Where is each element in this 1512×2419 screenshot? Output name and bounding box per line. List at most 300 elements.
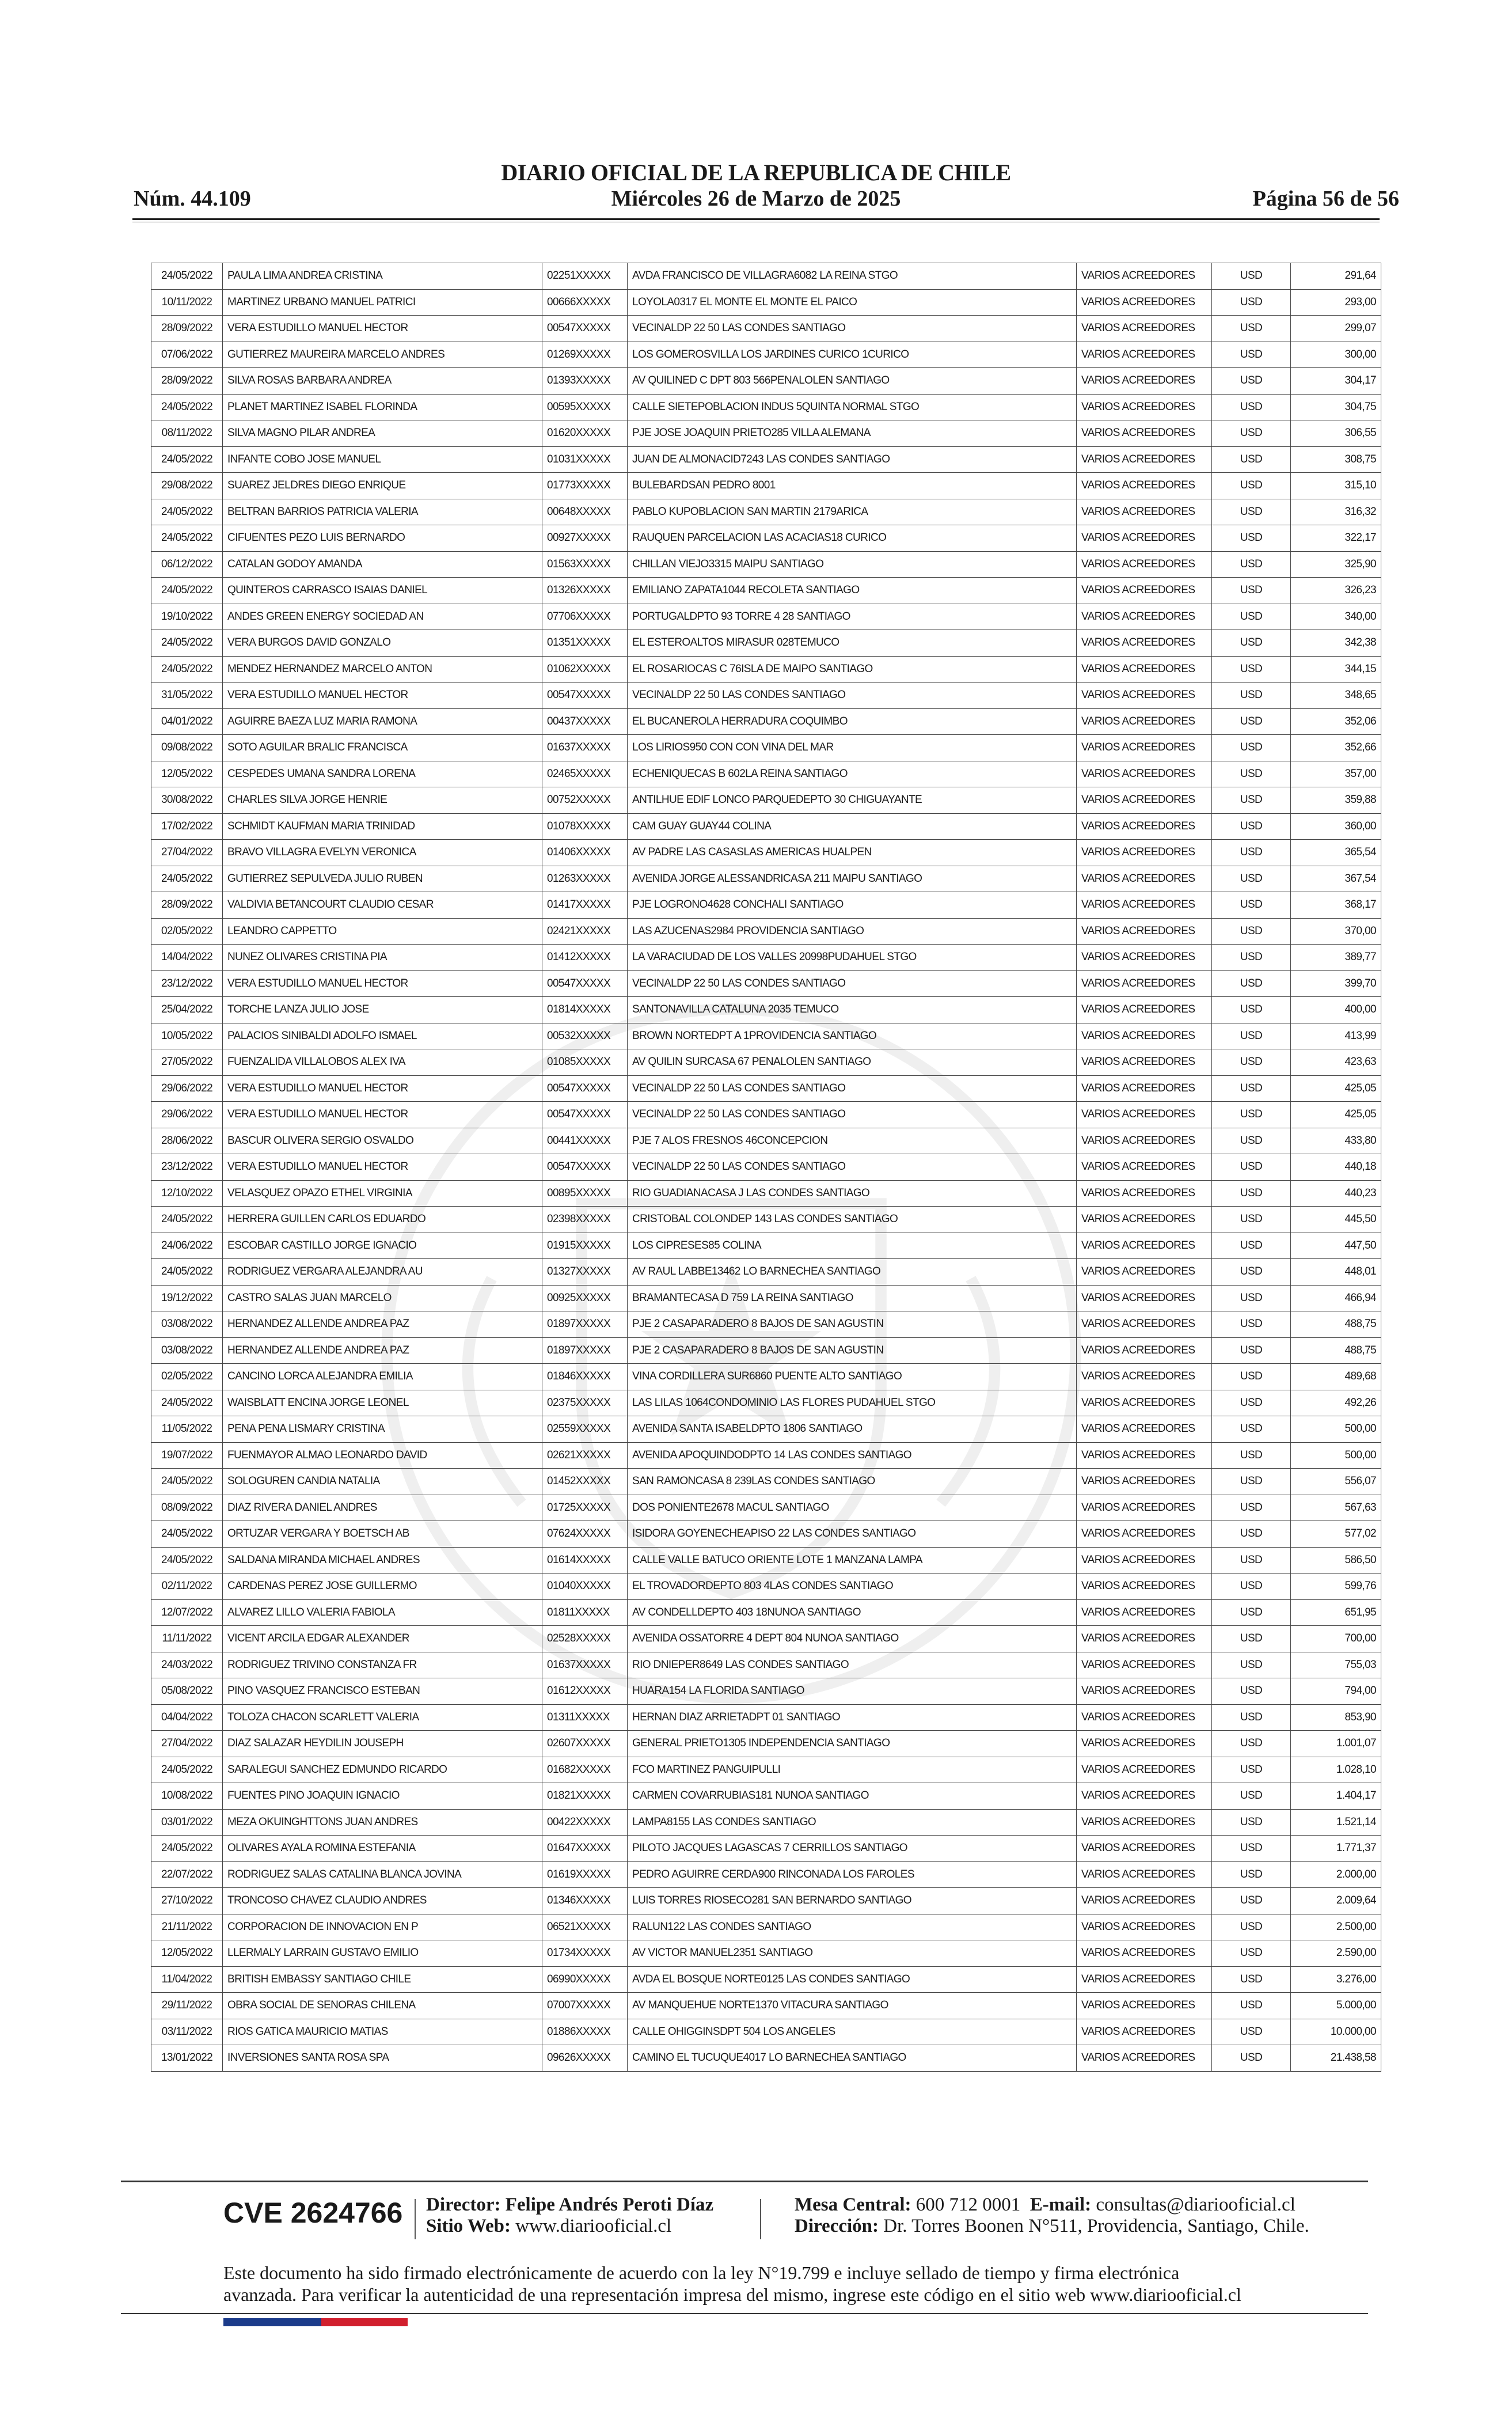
date-cell: 28/09/2022 [151, 892, 223, 919]
date-cell: 24/05/2022 [151, 1757, 223, 1783]
name-cell: CATALAN GODOY AMANDA [223, 551, 542, 578]
table-row [151, 499, 1381, 525]
date-cell: 27/04/2022 [151, 1731, 223, 1757]
address-cell: CALLE OHIGGINSDPT 504 LOS ANGELES [628, 2019, 1077, 2045]
date-cell: 12/05/2022 [151, 761, 223, 787]
director-name: Felipe Andrés Peroti Díaz [505, 2194, 714, 2215]
amount-cell: 425,05 [1291, 1102, 1381, 1128]
table-row [151, 1678, 1381, 1705]
rut-cell: 01269XXXXX [542, 342, 628, 368]
date-cell: 12/10/2022 [151, 1180, 223, 1207]
currency-cell: USD [1212, 761, 1291, 787]
date-cell: 09/08/2022 [151, 735, 223, 761]
name-cell: HERRERA GUILLEN CARLOS EDUARDO [223, 1207, 542, 1233]
amount-cell: 360,00 [1291, 813, 1381, 840]
name-cell: TOLOZA CHACON SCARLETT VALERIA [223, 1704, 542, 1731]
rut-cell: 01040XXXXX [542, 1574, 628, 1600]
date-cell: 06/12/2022 [151, 551, 223, 578]
amount-cell: 308,75 [1291, 446, 1381, 473]
rut-cell: 00547XXXXX [542, 1154, 628, 1181]
name-cell: VICENT ARCILA EDGAR ALEXANDER [223, 1626, 542, 1652]
address-cell: HERNAN DIAZ ARRIETADPT 01 SANTIAGO [628, 1704, 1077, 1731]
amount-cell: 488,75 [1291, 1337, 1381, 1364]
name-cell: MENDEZ HERNANDEZ MARCELO ANTON [223, 656, 542, 683]
address-cell: EMILIANO ZAPATA1044 RECOLETA SANTIAGO [628, 578, 1077, 604]
amount-cell: 352,06 [1291, 708, 1381, 735]
currency-cell: USD [1212, 1888, 1291, 1914]
web-link[interactable]: www.diariooficial.cl [515, 2216, 672, 2236]
name-cell: PAULA LIMA ANDREA CRISTINA [223, 263, 542, 290]
rut-cell: 02559XXXXX [542, 1416, 628, 1443]
amount-cell: 433,80 [1291, 1128, 1381, 1154]
currency-cell: USD [1212, 604, 1291, 630]
table-row [151, 1416, 1381, 1443]
address-cell: ANTILHUE EDIF LONCO PARQUEDEPTO 30 CHIGUAYANTE [628, 787, 1077, 814]
address-cell: LUIS TORRES RIOSECO281 SAN BERNARDO SANTIAGO [628, 1888, 1077, 1914]
address-cell: ECHENIQUECAS B 602LA REINA SANTIAGO [628, 761, 1077, 787]
currency-cell: USD [1212, 735, 1291, 761]
currency-cell: USD [1212, 813, 1291, 840]
rut-cell: 00547XXXXX [542, 1075, 628, 1102]
name-cell: RODRIGUEZ VERGARA ALEJANDRA AU [223, 1259, 542, 1286]
address-cell: SAN RAMONCASA 8 239LAS CONDES SANTIAGO [628, 1469, 1077, 1495]
currency-cell: USD [1212, 866, 1291, 892]
rut-cell: 01886XXXXX [542, 2019, 628, 2045]
address-cell: CARMEN COVARRUBIAS181 NUNOA SANTIAGO [628, 1783, 1077, 1810]
date-cell: 07/06/2022 [151, 342, 223, 368]
rut-cell: 01773XXXXX [542, 473, 628, 499]
rut-cell: 00595XXXXX [542, 394, 628, 420]
amount-cell: 5.000,00 [1291, 1993, 1381, 2019]
table-row [151, 1993, 1381, 2019]
amount-cell: 423,63 [1291, 1049, 1381, 1076]
currency-cell: USD [1212, 1783, 1291, 1810]
address-cell: LOYOLA0317 EL MONTE EL MONTE EL PAICO [628, 289, 1077, 316]
creditor-type-cell: VARIOS ACREEDORES [1077, 368, 1212, 395]
table-row [151, 368, 1381, 395]
address-cell: DOS PONIENTE2678 MACUL SANTIAGO [628, 1495, 1077, 1521]
amount-cell: 325,90 [1291, 551, 1381, 578]
creditor-type-cell: VARIOS ACREEDORES [1077, 420, 1212, 447]
flag-stripe-red [321, 2318, 408, 2326]
name-cell: SCHMIDT KAUFMAN MARIA TRINIDAD [223, 813, 542, 840]
rut-cell: 01406XXXXX [542, 840, 628, 866]
rut-cell: 07624XXXXX [542, 1521, 628, 1548]
creditor-type-cell: VARIOS ACREEDORES [1077, 840, 1212, 866]
name-cell: TORCHE LANZA JULIO JOSE [223, 997, 542, 1023]
table-row [151, 420, 1381, 447]
address-cell: PJE JOSE JOAQUIN PRIETO285 VILLA ALEMANA [628, 420, 1077, 447]
rut-cell: 09626XXXXX [542, 2045, 628, 2072]
date-cell: 29/08/2022 [151, 473, 223, 499]
rut-cell: 02621XXXXX [542, 1442, 628, 1469]
currency-cell: USD [1212, 1442, 1291, 1469]
address-cell: GENERAL PRIETO1305 INDEPENDENCIA SANTIAGO [628, 1731, 1077, 1757]
footer-rule [121, 2181, 1368, 2182]
currency-cell: USD [1212, 499, 1291, 525]
email-link[interactable]: consultas@diariooficial.cl [1096, 2194, 1296, 2215]
rut-cell: 00532XXXXX [542, 1023, 628, 1049]
date-cell: 28/06/2022 [151, 1128, 223, 1154]
amount-cell: 370,00 [1291, 918, 1381, 945]
currency-cell: USD [1212, 368, 1291, 395]
rut-cell: 01821XXXXX [542, 1783, 628, 1810]
date-cell: 29/06/2022 [151, 1075, 223, 1102]
address-cell: CAM GUAY GUAY44 COLINA [628, 813, 1077, 840]
name-cell: SILVA ROSAS BARBARA ANDREA [223, 368, 542, 395]
table-row [151, 1311, 1381, 1338]
creditor-type-cell: VARIOS ACREEDORES [1077, 761, 1212, 787]
table-row [151, 1731, 1381, 1757]
creditor-type-cell: VARIOS ACREEDORES [1077, 1390, 1212, 1416]
currency-cell: USD [1212, 1731, 1291, 1757]
rut-cell: 01326XXXXX [542, 578, 628, 604]
rut-cell: 02398XXXXX [542, 1207, 628, 1233]
table-row [151, 1259, 1381, 1286]
currency-cell: USD [1212, 1285, 1291, 1311]
table-row [151, 1233, 1381, 1259]
amount-cell: 425,05 [1291, 1075, 1381, 1102]
date-cell: 05/08/2022 [151, 1678, 223, 1705]
name-cell: HERNANDEZ ALLENDE ANDREA PAZ [223, 1311, 542, 1338]
date-cell: 12/07/2022 [151, 1599, 223, 1626]
currency-cell: USD [1212, 945, 1291, 971]
date-cell: 24/05/2022 [151, 1547, 223, 1574]
currency-cell: USD [1212, 420, 1291, 447]
creditors-table [151, 263, 1381, 2072]
rut-cell: 01897XXXXX [542, 1311, 628, 1338]
amount-cell: 399,70 [1291, 970, 1381, 997]
currency-cell: USD [1212, 1809, 1291, 1836]
name-cell: VERA BURGOS DAVID GONZALO [223, 630, 542, 657]
name-cell: SILVA MAGNO PILAR ANDREA [223, 420, 542, 447]
rut-cell: 01085XXXXX [542, 1049, 628, 1076]
currency-cell: USD [1212, 708, 1291, 735]
table-row [151, 866, 1381, 892]
table-row [151, 394, 1381, 420]
rut-cell: 01311XXXXX [542, 1704, 628, 1731]
table-row [151, 1547, 1381, 1574]
name-cell: SUAREZ JELDRES DIEGO ENRIQUE [223, 473, 542, 499]
rut-cell: 01619XXXXX [542, 1861, 628, 1888]
name-cell: VERA ESTUDILLO MANUEL HECTOR [223, 316, 542, 342]
table-row [151, 1180, 1381, 1207]
name-cell: VERA ESTUDILLO MANUEL HECTOR [223, 683, 542, 709]
date-cell: 11/11/2022 [151, 1626, 223, 1652]
address-cell: AVENIDA OSSATORRE 4 DEPT 804 NUNOA SANTIAGO [628, 1626, 1077, 1652]
rut-cell: 01614XXXXX [542, 1547, 628, 1574]
currency-cell: USD [1212, 2019, 1291, 2045]
amount-cell: 440,18 [1291, 1154, 1381, 1181]
amount-cell: 1.771,37 [1291, 1836, 1381, 1862]
name-cell: OLIVARES AYALA ROMINA ESTEFANIA [223, 1836, 542, 1862]
name-cell: BASCUR OLIVERA SERGIO OSVALDO [223, 1128, 542, 1154]
amount-cell: 400,00 [1291, 997, 1381, 1023]
address-cell: VECINALDP 22 50 LAS CONDES SANTIAGO [628, 970, 1077, 997]
address-cell: LAS AZUCENAS2984 PROVIDENCIA SANTIAGO [628, 918, 1077, 945]
date-cell: 03/08/2022 [151, 1337, 223, 1364]
creditor-type-cell: VARIOS ACREEDORES [1077, 1469, 1212, 1495]
date-cell: 10/05/2022 [151, 1023, 223, 1049]
table-row [151, 578, 1381, 604]
rut-cell: 00547XXXXX [542, 970, 628, 997]
table-row [151, 2045, 1381, 2072]
name-cell: INVERSIONES SANTA ROSA SPA [223, 2045, 542, 2072]
amount-cell: 500,00 [1291, 1416, 1381, 1443]
creditor-type-cell: VARIOS ACREEDORES [1077, 1416, 1212, 1443]
name-cell: DIAZ RIVERA DANIEL ANDRES [223, 1495, 542, 1521]
issue-number: Núm. 44.109 [134, 187, 251, 211]
table-row [151, 1836, 1381, 1862]
name-cell: ESCOBAR CASTILLO JORGE IGNACIO [223, 1233, 542, 1259]
amount-cell: 853,90 [1291, 1704, 1381, 1731]
rut-cell: 02528XXXXX [542, 1626, 628, 1652]
table-row [151, 342, 1381, 368]
creditor-type-cell: VARIOS ACREEDORES [1077, 866, 1212, 892]
creditor-type-cell: VARIOS ACREEDORES [1077, 1207, 1212, 1233]
creditor-type-cell: VARIOS ACREEDORES [1077, 1075, 1212, 1102]
address-cell: RALUN122 LAS CONDES SANTIAGO [628, 1914, 1077, 1940]
name-cell: OBRA SOCIAL DE SENORAS CHILENA [223, 1993, 542, 2019]
currency-cell: USD [1212, 1940, 1291, 1967]
name-cell: SOLOGUREN CANDIA NATALIA [223, 1469, 542, 1495]
creditor-type-cell: VARIOS ACREEDORES [1077, 1049, 1212, 1076]
rut-cell: 01811XXXXX [542, 1599, 628, 1626]
amount-cell: 3.276,00 [1291, 1966, 1381, 1993]
table-row [151, 708, 1381, 735]
amount-cell: 326,23 [1291, 578, 1381, 604]
web-label: Sitio Web: [426, 2216, 511, 2236]
address-cell: CALLE SIETEPOBLACION INDUS 5QUINTA NORMAL STGO [628, 394, 1077, 420]
rut-cell: 06990XXXXX [542, 1966, 628, 1993]
address-cell: AV RAUL LABBE13462 LO BARNECHEA SANTIAGO [628, 1259, 1077, 1286]
rut-cell: 07007XXXXX [542, 1993, 628, 2019]
name-cell: RIOS GATICA MAURICIO MATIAS [223, 2019, 542, 2045]
table-row [151, 683, 1381, 709]
table-row [151, 1914, 1381, 1940]
name-cell: VALDIVIA BETANCOURT CLAUDIO CESAR [223, 892, 542, 919]
name-cell: MARTINEZ URBANO MANUEL PATRICI [223, 289, 542, 316]
name-cell: CIFUENTES PEZO LUIS BERNARDO [223, 525, 542, 552]
currency-cell: USD [1212, 1075, 1291, 1102]
amount-cell: 293,00 [1291, 289, 1381, 316]
amount-cell: 10.000,00 [1291, 2019, 1381, 2045]
address-cell: BROWN NORTEDPT A 1PROVIDENCIA SANTIAGO [628, 1023, 1077, 1049]
address-cell: PJE 7 ALOS FRESNOS 46CONCEPCION [628, 1128, 1077, 1154]
currency-cell: USD [1212, 1861, 1291, 1888]
date-cell: 24/05/2022 [151, 1207, 223, 1233]
currency-cell: USD [1212, 1678, 1291, 1705]
rut-cell: 00547XXXXX [542, 316, 628, 342]
creditor-type-cell: VARIOS ACREEDORES [1077, 1652, 1212, 1678]
amount-cell: 316,32 [1291, 499, 1381, 525]
amount-cell: 577,02 [1291, 1521, 1381, 1548]
table-row [151, 656, 1381, 683]
table-row [151, 1652, 1381, 1678]
table-row [151, 1521, 1381, 1548]
rut-cell: 06521XXXXX [542, 1914, 628, 1940]
date-cell: 02/05/2022 [151, 1364, 223, 1390]
name-cell: BELTRAN BARRIOS PATRICIA VALERIA [223, 499, 542, 525]
table-row [151, 1364, 1381, 1390]
address-cell: SANTONAVILLA CATALUNA 2035 TEMUCO [628, 997, 1077, 1023]
name-cell: PENA PENA LISMARY CRISTINA [223, 1416, 542, 1443]
address-cell: AVDA FRANCISCO DE VILLAGRA6082 LA REINA STGO [628, 263, 1077, 290]
rut-cell: 00927XXXXX [542, 525, 628, 552]
address-cell: VECINALDP 22 50 LAS CONDES SANTIAGO [628, 683, 1077, 709]
currency-cell: USD [1212, 656, 1291, 683]
amount-cell: 445,50 [1291, 1207, 1381, 1233]
currency-cell: USD [1212, 630, 1291, 657]
amount-cell: 586,50 [1291, 1547, 1381, 1574]
rut-cell: 00437XXXXX [542, 708, 628, 735]
rut-cell: 01078XXXXX [542, 813, 628, 840]
date-cell: 29/11/2022 [151, 1993, 223, 2019]
creditor-type-cell: VARIOS ACREEDORES [1077, 1102, 1212, 1128]
rut-cell: 01725XXXXX [542, 1495, 628, 1521]
amount-cell: 567,63 [1291, 1495, 1381, 1521]
rut-cell: 00648XXXXX [542, 499, 628, 525]
header-rule [132, 218, 1380, 220]
date-cell: 24/03/2022 [151, 1652, 223, 1678]
date-cell: 27/10/2022 [151, 1888, 223, 1914]
creditor-type-cell: VARIOS ACREEDORES [1077, 1757, 1212, 1783]
amount-cell: 755,03 [1291, 1652, 1381, 1678]
name-cell: VERA ESTUDILLO MANUEL HECTOR [223, 1075, 542, 1102]
address-cell: AV QUILIN SURCASA 67 PENALOLEN SANTIAGO [628, 1049, 1077, 1076]
rut-cell: 00422XXXXX [542, 1809, 628, 1836]
currency-cell: USD [1212, 840, 1291, 866]
address-cell: AV PADRE LAS CASASLAS AMERICAS HUALPEN [628, 840, 1077, 866]
currency-cell: USD [1212, 683, 1291, 709]
table-row [151, 735, 1381, 761]
currency-cell: USD [1212, 1626, 1291, 1652]
name-cell: BRAVO VILLAGRA EVELYN VERONICA [223, 840, 542, 866]
table-row [151, 945, 1381, 971]
rut-cell: 00925XXXXX [542, 1285, 628, 1311]
address-cell: VECINALDP 22 50 LAS CONDES SANTIAGO [628, 1102, 1077, 1128]
rut-cell: 01915XXXXX [542, 1233, 628, 1259]
date-cell: 02/11/2022 [151, 1574, 223, 1600]
name-cell: GUTIERREZ SEPULVEDA JULIO RUBEN [223, 866, 542, 892]
currency-cell: USD [1212, 1757, 1291, 1783]
currency-cell: USD [1212, 1154, 1291, 1181]
name-cell: ALVAREZ LILLO VALERIA FABIOLA [223, 1599, 542, 1626]
amount-cell: 300,00 [1291, 342, 1381, 368]
address-cell: LOS CIPRESES85 COLINA [628, 1233, 1077, 1259]
name-cell: LLERMALY LARRAIN GUSTAVO EMILIO [223, 1940, 542, 1967]
currency-cell: USD [1212, 1259, 1291, 1286]
table-row [151, 1626, 1381, 1652]
amount-cell: 447,50 [1291, 1233, 1381, 1259]
table-row [151, 1049, 1381, 1076]
rut-cell: 02465XXXXX [542, 761, 628, 787]
creditor-type-cell: VARIOS ACREEDORES [1077, 446, 1212, 473]
currency-cell: USD [1212, 1364, 1291, 1390]
date-cell: 19/12/2022 [151, 1285, 223, 1311]
date-cell: 27/04/2022 [151, 840, 223, 866]
currency-cell: USD [1212, 1469, 1291, 1495]
rut-cell: 00441XXXXX [542, 1128, 628, 1154]
amount-cell: 466,94 [1291, 1285, 1381, 1311]
amount-cell: 2.000,00 [1291, 1861, 1381, 1888]
amount-cell: 492,26 [1291, 1390, 1381, 1416]
address-cell: LOS GOMEROSVILLA LOS JARDINES CURICO 1CURICO [628, 342, 1077, 368]
rut-cell: 00752XXXXX [542, 787, 628, 814]
creditor-type-cell: VARIOS ACREEDORES [1077, 551, 1212, 578]
date-cell: 14/04/2022 [151, 945, 223, 971]
name-cell: PINO VASQUEZ FRANCISCO ESTEBAN [223, 1678, 542, 1705]
name-cell: FUENZALIDA VILLALOBOS ALEX IVA [223, 1049, 542, 1076]
creditor-type-cell: VARIOS ACREEDORES [1077, 1861, 1212, 1888]
rut-cell: 01346XXXXX [542, 1888, 628, 1914]
currency-cell: USD [1212, 787, 1291, 814]
currency-cell: USD [1212, 1207, 1291, 1233]
creditor-type-cell: VARIOS ACREEDORES [1077, 1914, 1212, 1940]
amount-cell: 367,54 [1291, 866, 1381, 892]
date-cell: 24/05/2022 [151, 1836, 223, 1862]
address-value: Dr. Torres Boonen N°511, Providencia, Santiago, Chile. [883, 2216, 1309, 2236]
currency-cell: USD [1212, 551, 1291, 578]
rut-cell: 01327XXXXX [542, 1259, 628, 1286]
table-row [151, 1154, 1381, 1181]
name-cell: VELASQUEZ OPAZO ETHEL VIRGINIA [223, 1180, 542, 1207]
amount-cell: 700,00 [1291, 1626, 1381, 1652]
table-row [151, 787, 1381, 814]
rut-cell: 01637XXXXX [542, 1652, 628, 1678]
creditor-type-cell: VARIOS ACREEDORES [1077, 1521, 1212, 1548]
address-label: Dirección: [795, 2216, 879, 2236]
footer-contact-block [795, 2194, 1309, 2237]
rut-cell: 00666XXXXX [542, 289, 628, 316]
amount-cell: 2.500,00 [1291, 1914, 1381, 1940]
creditor-type-cell: VARIOS ACREEDORES [1077, 997, 1212, 1023]
address-cell: CAMINO EL TUCUQUE4017 LO BARNECHEA SANTIAGO [628, 2045, 1077, 2072]
creditor-type-cell: VARIOS ACREEDORES [1077, 656, 1212, 683]
name-cell: RODRIGUEZ SALAS CATALINA BLANCA JOVINA [223, 1861, 542, 1888]
creditor-type-cell: VARIOS ACREEDORES [1077, 1285, 1212, 1311]
address-cell: PJE LOGRONO4628 CONCHALI SANTIAGO [628, 892, 1077, 919]
address-cell: BULEBARDSAN PEDRO 8001 [628, 473, 1077, 499]
table-row [151, 1442, 1381, 1469]
table-row [151, 1102, 1381, 1128]
currency-cell: USD [1212, 970, 1291, 997]
address-cell: VINA CORDILLERA SUR6860 PUENTE ALTO SANTIAGO [628, 1364, 1077, 1390]
name-cell: CORPORACION DE INNOVACION EN P [223, 1914, 542, 1940]
amount-cell: 488,75 [1291, 1311, 1381, 1338]
currency-cell: USD [1212, 1180, 1291, 1207]
amount-cell: 21.438,58 [1291, 2045, 1381, 2072]
address-cell: PEDRO AGUIRRE CERDA900 RINCONADA LOS FAROLES [628, 1861, 1077, 1888]
name-cell: RODRIGUEZ TRIVINO CONSTANZA FR [223, 1652, 542, 1678]
currency-cell: USD [1212, 316, 1291, 342]
amount-cell: 1.521,14 [1291, 1809, 1381, 1836]
amount-cell: 359,88 [1291, 787, 1381, 814]
name-cell: MEZA OKUINGHTTONS JUAN ANDRES [223, 1809, 542, 1836]
currency-cell: USD [1212, 394, 1291, 420]
name-cell: ORTUZAR VERGARA Y BOETSCH AB [223, 1521, 542, 1548]
address-cell: PJE 2 CASAPARADERO 8 BAJOS DE SAN AGUSTIN [628, 1337, 1077, 1364]
creditor-type-cell: VARIOS ACREEDORES [1077, 1547, 1212, 1574]
name-cell: NUNEZ OLIVARES CRISTINA PIA [223, 945, 542, 971]
table-row [151, 1469, 1381, 1495]
date-cell: 03/01/2022 [151, 1809, 223, 1836]
table-row [151, 1704, 1381, 1731]
creditor-type-cell: VARIOS ACREEDORES [1077, 1337, 1212, 1364]
creditor-type-cell: VARIOS ACREEDORES [1077, 604, 1212, 630]
address-cell: LAS LILAS 1064CONDOMINIO LAS FLORES PUDAHUEL STGO [628, 1390, 1077, 1416]
table-row [151, 1966, 1381, 1993]
